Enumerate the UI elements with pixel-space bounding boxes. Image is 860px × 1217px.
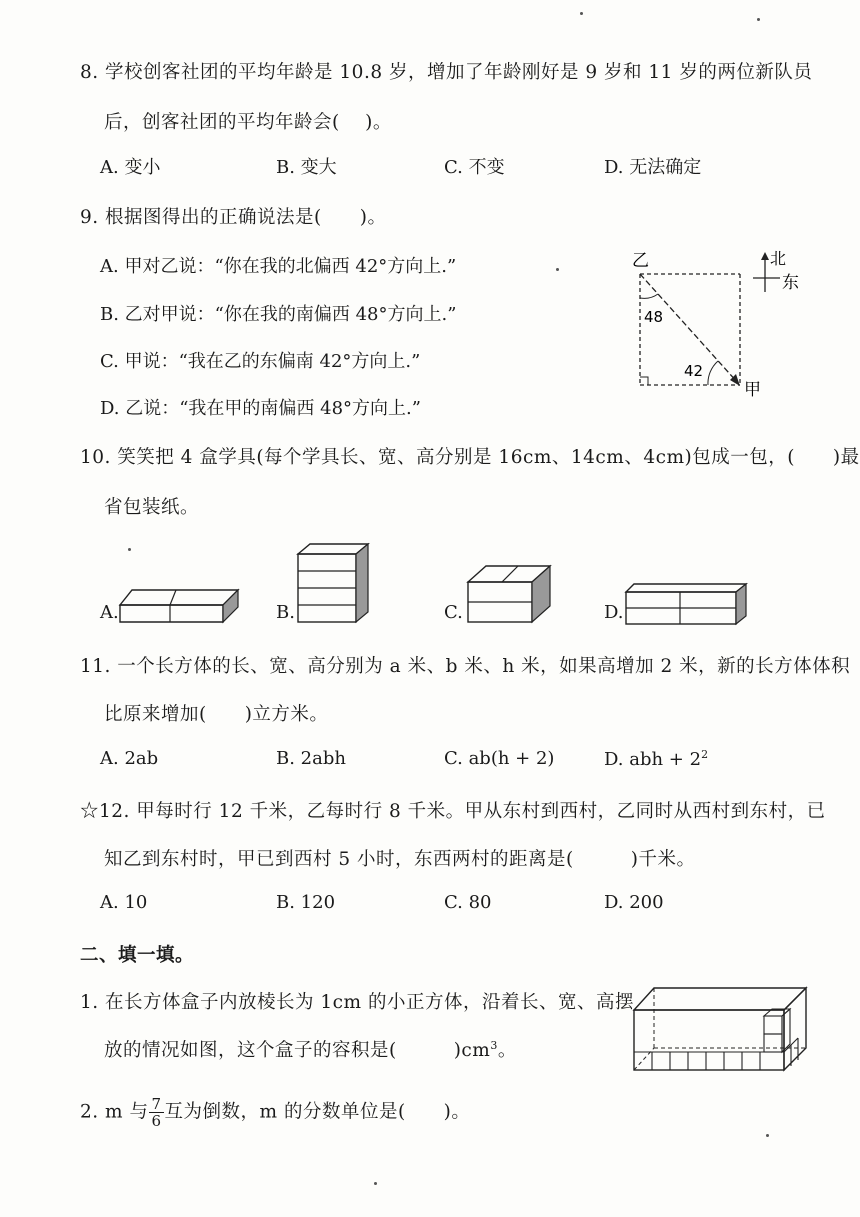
- q8-option-a: A. 变小: [100, 157, 161, 178]
- q11-line1: 11. 一个长方体的长、宽、高分别为 a 米、b 米、h 米，如果高增加 2 米，新的长方体体积: [80, 656, 851, 677]
- q10-option-c-label: C.: [444, 602, 463, 623]
- q8-option-b: B. 变大: [276, 157, 337, 178]
- f2-fraction: [149, 1096, 163, 1129]
- scan-speck: [757, 18, 760, 21]
- f2-text-pre: 2. m 与: [80, 1101, 149, 1123]
- q10-option-a-label: A.: [100, 602, 119, 623]
- q9-option-d: D. 乙说：“我在甲的南偏西 48°方向上.”: [100, 398, 421, 419]
- q10-option-b-box-figure: [296, 540, 376, 628]
- f1-line2: [104, 1036, 517, 1062]
- scan-speck: [374, 1182, 377, 1185]
- q8-line2: 后，创客社团的平均年龄会( )。: [104, 112, 392, 133]
- angle-arc-top: [640, 294, 658, 298]
- q9-option-a: A. 甲对乙说：“你在我的北偏西 42°方向上.”: [100, 256, 457, 277]
- f2-fraction-numerator: 7: [151, 1095, 162, 1113]
- north-arrow-icon: [761, 252, 769, 260]
- right-angle-mark: [640, 377, 648, 385]
- q10-option-d-label: D.: [604, 602, 624, 623]
- q10-line2: 省包装纸。: [104, 497, 200, 518]
- q12-option-b: B. 120: [276, 892, 336, 913]
- angle-arc-bottom: [708, 361, 718, 385]
- angle-label-42: 42: [684, 362, 704, 380]
- label-yi: 乙: [632, 251, 649, 271]
- f1-line2-text: 放的情况如图，这个盒子的容积是( )cm: [104, 1040, 491, 1061]
- q11-option-b: B. 2abh: [276, 748, 346, 769]
- f1-unit-exponent: 3: [490, 1038, 498, 1052]
- q9-option-c: C. 甲说：“我在乙的东偏南 42°方向上.”: [100, 351, 421, 372]
- q10-option-a-box-figure: [118, 572, 246, 628]
- scan-speck: [556, 268, 559, 271]
- q12-line1: ☆12. 甲每时行 12 千米，乙每时行 8 千米。甲从东村到西村，乙同时从西村到东村，已: [80, 801, 826, 822]
- q9-direction-figure: [620, 240, 810, 410]
- q10-option-c-box-figure: [466, 562, 558, 628]
- f2-line: [80, 1096, 470, 1129]
- q12-option-a: A. 10: [100, 892, 148, 913]
- scan-speck: [580, 12, 583, 15]
- q10-option-b-label: B.: [276, 602, 295, 623]
- scan-speck: [766, 1134, 769, 1137]
- label-jia: 甲: [744, 380, 761, 400]
- f1-line2-end: 。: [497, 1040, 517, 1061]
- q10-option-d-box-figure: [624, 572, 750, 628]
- section-2-title: 二、填一填。: [80, 945, 195, 966]
- q12-line2: 知乙到东村时，甲已到西村 5 小时，东西两村的距离是( )千米。: [104, 849, 696, 870]
- q9-stem: 9. 根据图得出的正确说法是( )。: [80, 207, 387, 228]
- q11-option-a: A. 2ab: [100, 748, 159, 769]
- q11-option-d-text: D. abh + 2: [604, 749, 702, 770]
- q11-option-d-exponent: 2: [701, 748, 709, 761]
- f2-fraction-denominator: 6: [151, 1112, 162, 1130]
- q11-line2: 比原来增加( )立方米。: [104, 704, 329, 725]
- q10-line1: 10. 笑笑把 4 盒学具(每个学具长、宽、高分别是 16cm、14cm、4cm)包成一包，( )最: [80, 447, 860, 468]
- q12-option-d: D. 200: [604, 892, 664, 913]
- angle-label-48: 48: [644, 308, 664, 326]
- q8-option-c: C. 不变: [444, 157, 505, 178]
- f1-line1: 1. 在长方体盒子内放棱长为 1cm 的小正方体，沿着长、宽、高摆: [80, 992, 634, 1013]
- q8-option-d: D. 无法确定: [604, 157, 702, 178]
- q9-option-b: B. 乙对甲说：“你在我的南偏西 48°方向上.”: [100, 304, 457, 325]
- label-east: 东: [782, 273, 799, 293]
- label-north: 北: [770, 249, 787, 268]
- q12-option-c: C. 80: [444, 892, 492, 913]
- q11-option-c: C. ab(h + 2): [444, 748, 555, 769]
- q8-line1: 8. 学校创客社团的平均年龄是 10.8 岁，增加了年龄刚好是 9 岁和 11 岁的两位新队员: [80, 62, 813, 83]
- scan-speck: [128, 548, 131, 551]
- f2-text-post: 互为倒数，m 的分数单位是( )。: [164, 1101, 471, 1123]
- f1-box-with-cubes-figure: [632, 982, 812, 1076]
- q11-option-d: [604, 748, 708, 770]
